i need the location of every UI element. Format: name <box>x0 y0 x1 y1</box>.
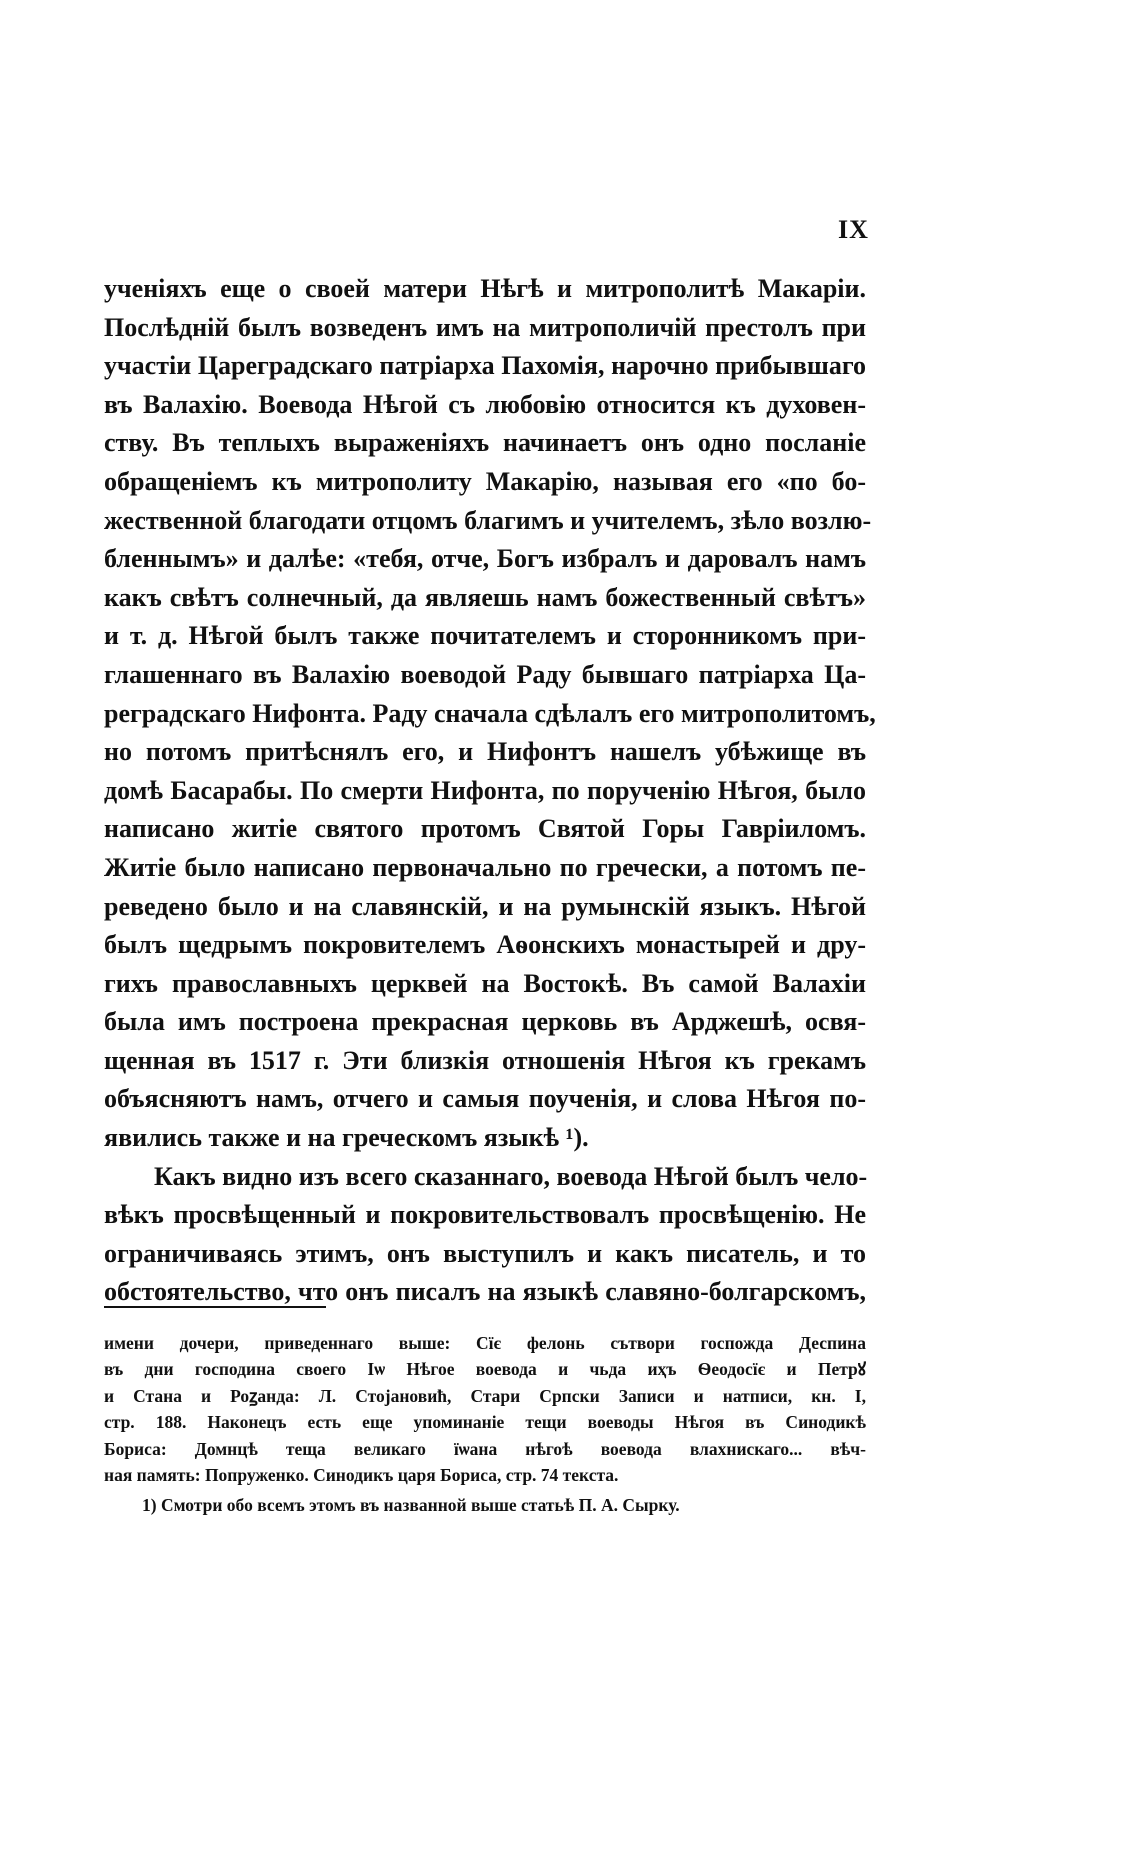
text-line: Какъ видно изъ всего сказаннаго, воевода Нѣгой былъ чело- <box>154 1161 868 1191</box>
text-line: былъ щедрымъ покровителемъ Аѳонскихъ монастырей и дру- <box>104 930 866 960</box>
text-line: обращеніемъ къ митрополиту Макарію, называя его «по бо- <box>104 466 866 496</box>
text-line: домѣ Басарабы. По смерти Нифонта, по порученію Нѣгоя, было <box>104 775 866 805</box>
footnotes <box>104 1330 866 1519</box>
text-line: вѣкъ просвѣщенный и покровительствовалъ просвѣщенію. Не <box>104 1200 866 1230</box>
main-text <box>104 270 876 1312</box>
text-line: жественной благодати отцомъ благимъ и учителемъ, зѣло возлю- <box>104 505 872 535</box>
text-line: но потомъ притѣснялъ его, и Нифонтъ нашелъ убѣжище въ <box>104 737 866 767</box>
text-line: какъ свѣтъ солнечный, да являешь намъ божественный свѣтъ» <box>104 582 866 612</box>
footnote-line: имени дочери, приведеннаго выше: Сїє фелонь сътвори госпожда Деспина <box>104 1333 866 1353</box>
text-line: написано житіе святого протомъ Святой Горы Гавріиломъ. <box>104 814 866 844</box>
text-line: обстоятельство, что онъ писалъ на языкѣ славяно-болгарскомъ, <box>104 1277 866 1307</box>
text-line: ограничиваясь этимъ, онъ выступилъ и какъ писатель, и то <box>104 1238 866 1268</box>
footnote-divider <box>104 1306 326 1308</box>
footnote-line: и Станa и Роꙁанда: Л. Стојановић, Стари Српски Записи и натписи, кн. I, <box>104 1385 866 1406</box>
text-line: объясняютъ намъ, отчего и самыя поученія, и слова Нѣгоя по- <box>104 1084 866 1114</box>
page-number: IX <box>838 215 869 244</box>
text-line: гихъ православныхъ церквей на Востокѣ. Въ самой Валахіи <box>104 968 866 998</box>
text-line: явились также и на греческомъ языкѣ ¹). <box>104 1123 589 1153</box>
text-line: щенная въ 1517 г. Эти близкія отношенія Нѣгоя къ грекамъ <box>104 1045 866 1075</box>
text-line: ству. Въ теплыхъ выраженіяхъ начинаетъ онъ одно посланіе <box>104 428 866 458</box>
text-line: глашеннаго въ Валахію воеводой Раду бывшаго патріарха Ца- <box>104 659 866 689</box>
footnote-1: 1) Смотри обо всемъ этомъ въ названной выше статьѣ П. А. Сырку. <box>142 1495 680 1516</box>
text-line: въ Валахію. Воевода Нѣгой съ любовію относится къ духовен- <box>104 389 866 419</box>
footnote-line: стр. 188. Наконецъ есть еще упоминаніе тещи воеводы Нѣгоя въ Синодикѣ <box>104 1412 866 1433</box>
footnote-line: въ дни господина своего Іѡ Нѣгое воевода и чьда иҳъ Ѳеодосїє и Петрꙋ <box>104 1359 866 1380</box>
text-line: Послѣдній былъ возведенъ имъ на митрополичій престолъ при <box>104 312 866 342</box>
text-line: была имъ построена прекрасная церковь въ Арджешѣ, освя- <box>104 1007 866 1037</box>
footnote-line: Бориса: Домнцѣ тещa великаго їѡана нѣгоѣ воевода влахнискаго... вѣч- <box>104 1438 866 1459</box>
text-line: бленнымъ» и далѣе: «тебя, отче, Богъ избралъ и даровалъ намъ <box>104 544 866 574</box>
footnote-line: ная память: Попруженко. Синодикъ царя Бориса, стр. 74 текста. <box>104 1464 619 1485</box>
text-line: и т. д. Нѣгой былъ также почитателемъ и сторонникомъ при- <box>104 621 866 651</box>
text-line: ученіяхъ еще о своей матери Нѣгѣ и митрополитѣ Макаріи. <box>104 274 866 303</box>
text-line: реградскаго Нифонта. Раду сначала сдѣлалъ его митрополитомъ, <box>104 698 876 728</box>
text-line: Житіе было написано первоначально по гречески, а потомъ пе- <box>104 852 866 882</box>
text-line: реведено было и на славянскій, и на румынскій языкъ. Нѣгой <box>104 891 866 921</box>
text-line: участіи Цареградскаго патріарха Пахомія, нарочно прибывшаго <box>104 351 866 381</box>
